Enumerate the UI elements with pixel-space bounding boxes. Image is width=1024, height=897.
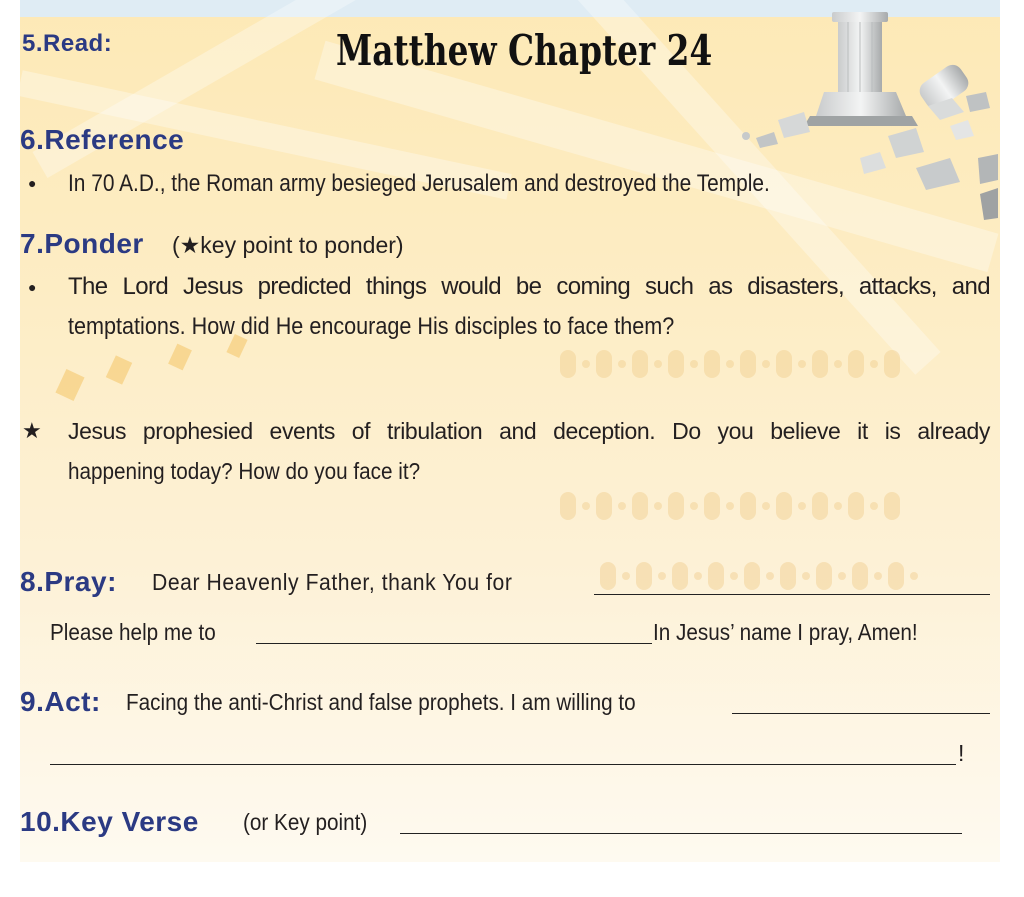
pray-line2 — [50, 619, 234, 646]
ponder-heading: 7.Ponder — [20, 228, 144, 259]
pray-heading: 8.Pray: — [20, 566, 117, 597]
ponder-question-line2-text: temptations. How did He encourage His disciples to face them? — [68, 313, 675, 340]
pray-thanks-blank[interactable] — [594, 594, 990, 595]
key-verse-blank[interactable] — [400, 833, 962, 834]
key-verse-note-text: (or Key point) — [243, 809, 368, 835]
decor-chevron — [106, 355, 132, 384]
decor-chevron — [168, 344, 192, 371]
act-text — [126, 689, 692, 716]
bullet-icon: ● — [28, 279, 37, 295]
act-blank-2[interactable] — [50, 764, 956, 765]
pray-closing — [653, 619, 947, 646]
pray-help-blank[interactable] — [256, 643, 652, 644]
reference-text — [68, 170, 875, 198]
pray-line2-start: Please help me to — [50, 619, 216, 645]
ponder-note: (★key point to ponder) — [172, 232, 404, 258]
reference-heading: 6.Reference — [20, 124, 185, 155]
decor-chevron — [55, 369, 84, 401]
decor-dot-pattern — [560, 492, 900, 520]
ponder-key-line2 — [68, 458, 459, 485]
column-capital — [832, 12, 888, 22]
ponder-key-line1: Jesus prophesied events of tribulation and deception. Do you believe it is already — [68, 418, 990, 444]
act-blank-1[interactable] — [732, 713, 990, 714]
star-icon: ★ — [22, 418, 42, 443]
worksheet-page — [20, 0, 1000, 862]
pray-line1-text: Dear Heavenly Father, thank You for — [152, 569, 513, 595]
ponder-key-line2-text: happening today? How do you face it? — [68, 458, 421, 484]
bullet-icon: ● — [28, 175, 37, 191]
reference-bullet-text: In 70 A.D., the Roman army besieged Jerusalem and destroyed the Temple. — [68, 170, 770, 197]
key-verse-note — [243, 809, 381, 836]
ponder-question-line2 — [68, 313, 742, 341]
act-text-span: Facing the anti-Christ and false prophets. I am willing to — [126, 689, 636, 715]
ponder-question-line1: The Lord Jesus predicted things would be coming such as disasters, attacks, and — [68, 273, 990, 300]
read-heading: 5.Read: — [22, 30, 113, 57]
column-base — [816, 92, 906, 116]
page-title: Matthew Chapter 24 — [336, 26, 713, 75]
act-end-mark: ! — [958, 740, 965, 766]
key-verse-heading: 10.Key Verse — [20, 806, 199, 837]
decor-dot-pattern — [560, 350, 900, 378]
pray-line1 — [152, 569, 544, 596]
pray-line2-end: In Jesus’ name I pray, Amen! — [653, 619, 918, 645]
act-heading: 9.Act: — [20, 686, 101, 717]
decor-dot-pattern — [600, 562, 918, 590]
